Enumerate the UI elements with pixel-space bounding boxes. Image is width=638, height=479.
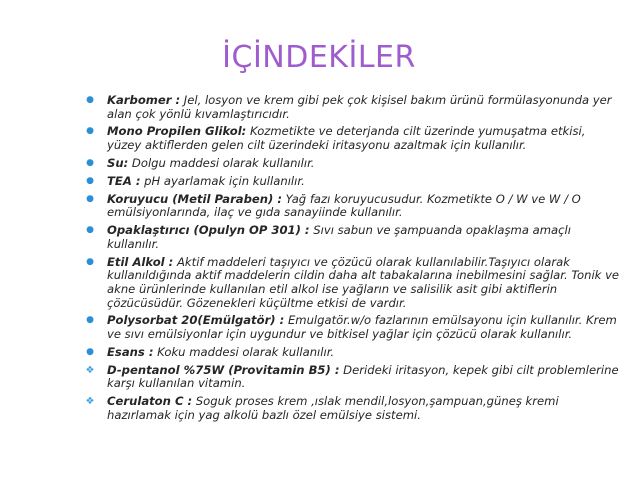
dot-bullet-icon: ● <box>86 315 94 326</box>
item-description: Jel, losyon ve krem gibi pek çok kişisel bakım ürünü formülasyonunda yer alan çok yönlü kıvamlaştırıcıdır. <box>107 93 612 121</box>
item-term: Opaklaştırıcı (Opulyn OP 301) : <box>107 223 310 238</box>
item-description: Dolgu maddesi olarak kullanılır. <box>128 155 315 170</box>
item-term: Karbomer : <box>107 93 181 107</box>
dot-bullet-icon: ● <box>86 346 94 357</box>
item-term: Polysorbat 20(Emülgatör) : <box>107 313 285 328</box>
item-description: Soguk proses krem ,ıslak mendil,losyon,şampuan,güneş kremi hazırlamak için yag alkolü bazlı özel emülsiye sistemi. <box>107 394 559 422</box>
item-term: Su: <box>107 155 129 170</box>
dot-bullet-icon: ● <box>86 126 94 137</box>
item-description: Yağ fazı koruyucusudur. Kozmetikte O / W ve W / O emülsiyonlarında, ilaç ve gıda sanayiinde kullanılır. <box>107 191 581 220</box>
item-term: D-pentanol %75W (Provitamin B5) : <box>107 362 340 377</box>
item-description: Sıvı sabun ve şampuanda opaklaşma amaçlı kullanılır. <box>107 223 571 251</box>
item-description: Kozmetikte ve deterjanda cilt üzerinde yumuşatma etkisi, yüzey aktiflerden gelen cilt üzerindeki iritasyonu azaltmak için kullanılır. <box>107 124 586 153</box>
item-description: Emulgatör.w/o fazlarının emülsayonu için kullanılır. Krem ve sıvı emülsiyonlar için uygundur ve bitkisel yağlar için çözücü olarak kullanılır. <box>107 313 617 341</box>
dot-bullet-icon: ● <box>86 95 94 105</box>
item-description: pH ayarlamak için kullanılır. <box>140 173 305 188</box>
list-item <box>0 395 638 422</box>
list-item <box>0 157 638 171</box>
item-term: TEA : <box>107 173 141 188</box>
list-item <box>0 125 638 152</box>
ingredient-list <box>0 94 638 427</box>
list-item <box>0 94 638 121</box>
dot-bullet-icon: ● <box>86 193 94 204</box>
item-term: Cerulaton C : <box>107 394 193 409</box>
dot-bullet-icon: ● <box>86 175 94 186</box>
diamond-bullet-icon: ❖ <box>85 364 95 376</box>
list-item <box>0 256 638 310</box>
item-term: Etil Alkol : <box>107 254 174 269</box>
item-description: Koku maddesi olarak kullanılır. <box>153 344 335 359</box>
item-description: Aktif maddeleri taşıyıcı ve çözücü olarak kullanılabilir.Taşıyıcı olarak kullanıldığında aktif maddelerin cildin daha alt tabakalarına inebilmesini sağlar. Tonik ve akne ürünlerinde kullanılan etil alkol ise yağların ve salisilik asit gibi aktiflerin çözücüsüdür. Gözenekleri küçültme etkisi de vardır. <box>107 254 620 310</box>
list-item <box>0 175 638 189</box>
dot-bullet-icon: ● <box>86 256 94 267</box>
list-item <box>0 314 638 341</box>
dot-bullet-icon: ● <box>86 157 94 168</box>
item-description: Derideki iritasyon, kepek gibi cilt problemlerine karşı kullanılan vitamin. <box>107 362 619 391</box>
diamond-bullet-icon: ❖ <box>85 396 95 408</box>
list-item <box>0 193 638 220</box>
list-item <box>0 346 638 360</box>
item-term: Esans : <box>107 344 154 359</box>
list-item <box>0 224 638 251</box>
page-title: İÇİNDEKİLER <box>222 40 416 75</box>
item-term: Koruyucu (Metil Paraben) : <box>107 191 282 206</box>
list-item <box>0 364 638 391</box>
item-term: Mono Propilen Glikol: <box>107 124 247 139</box>
dot-bullet-icon: ● <box>86 225 94 236</box>
